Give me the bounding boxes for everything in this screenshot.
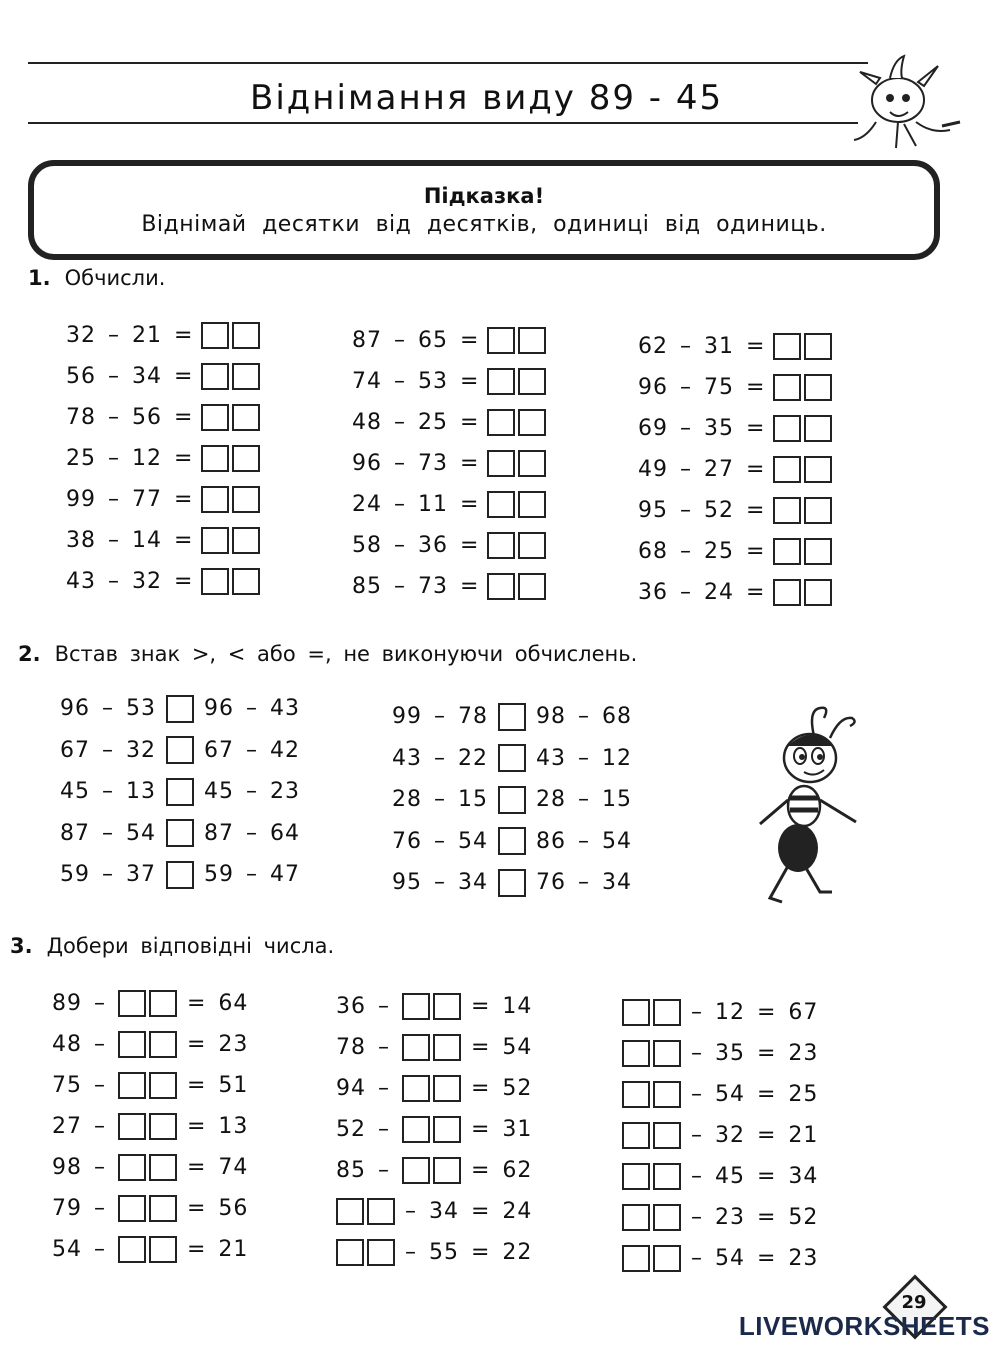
equation-row	[638, 326, 832, 367]
sign-box[interactable]	[498, 786, 526, 814]
equation-end: = 14	[471, 994, 533, 1019]
equation-start: 78 –	[336, 1035, 390, 1060]
equation-end: – 34 = 24	[405, 1199, 533, 1224]
digit-box-units[interactable]	[367, 1198, 395, 1225]
answer-box[interactable]	[487, 450, 546, 477]
digit-box-units[interactable]	[653, 999, 681, 1026]
right-expression: 98 – 68	[535, 704, 632, 730]
task-3-column-1	[52, 983, 248, 1270]
equation-end: – 54 = 25	[691, 1082, 819, 1107]
answer-box[interactable]	[336, 1198, 395, 1225]
equation-text: 49 – 27 =	[638, 457, 766, 482]
digit-box-tens[interactable]	[773, 415, 801, 442]
fill-in-row	[336, 1191, 532, 1232]
comparison-row	[60, 730, 300, 772]
equation-end: = 74	[187, 1155, 249, 1180]
sign-box[interactable]	[498, 703, 526, 731]
answer-box[interactable]	[201, 363, 260, 390]
equation-end: – 23 = 52	[691, 1205, 819, 1230]
equation-end: – 32 = 21	[691, 1123, 819, 1148]
digit-box-tens[interactable]	[773, 456, 801, 483]
answer-box[interactable]	[201, 404, 260, 431]
task-1-text: Обчисли.	[64, 266, 166, 290]
digit-box-units[interactable]	[232, 568, 260, 595]
answer-box[interactable]	[402, 1075, 461, 1102]
right-expression: 59 – 47	[203, 862, 300, 888]
digit-box-tens[interactable]	[118, 1154, 146, 1181]
answer-box[interactable]	[118, 1195, 177, 1222]
equation-row	[66, 479, 260, 520]
sign-box[interactable]	[498, 869, 526, 897]
digit-box-units[interactable]	[149, 1236, 177, 1263]
equation-end: = 51	[187, 1073, 249, 1098]
answer-box[interactable]	[487, 327, 546, 354]
digit-box-units[interactable]	[804, 456, 832, 483]
comparison-row	[392, 738, 632, 780]
equation-row	[638, 531, 832, 572]
digit-box-units[interactable]	[149, 990, 177, 1017]
fill-in-row	[622, 1156, 818, 1197]
equation-row	[66, 356, 260, 397]
digit-box-units[interactable]	[653, 1081, 681, 1108]
equation-text: 96 – 75 =	[638, 375, 766, 400]
digit-box-tens[interactable]	[118, 1072, 146, 1099]
equation-row	[66, 561, 260, 602]
digit-box-tens[interactable]	[118, 1031, 146, 1058]
equation-end: = 21	[187, 1237, 249, 1262]
digit-box-tens[interactable]	[201, 568, 229, 595]
digit-box-units[interactable]	[518, 409, 546, 436]
equation-text: 96 – 73 =	[352, 451, 480, 476]
answer-box[interactable]	[402, 1157, 461, 1184]
fill-in-row	[622, 1238, 818, 1279]
answer-box[interactable]	[201, 527, 260, 554]
equation-text: 74 – 53 =	[352, 369, 480, 394]
ant-illustration	[748, 696, 868, 911]
digit-box-units[interactable]	[518, 327, 546, 354]
digit-box-units[interactable]	[518, 450, 546, 477]
equation-text: 24 – 11 =	[352, 492, 480, 517]
fill-in-row	[336, 986, 532, 1027]
digit-box-tens[interactable]	[773, 497, 801, 524]
fill-in-row	[52, 1024, 248, 1065]
sign-box[interactable]	[166, 736, 194, 764]
equation-text: 68 – 25 =	[638, 539, 766, 564]
equation-row	[638, 408, 832, 449]
fill-in-row	[52, 1147, 248, 1188]
digit-box-units[interactable]	[149, 1113, 177, 1140]
page-title: Віднімання виду 89 - 45	[250, 78, 724, 118]
equation-start: 94 –	[336, 1076, 390, 1101]
digit-box-tens[interactable]	[118, 990, 146, 1017]
digit-box-units[interactable]	[653, 1122, 681, 1149]
equation-end: – 12 = 67	[691, 1000, 819, 1025]
right-expression: 86 – 54	[535, 828, 632, 854]
answer-box[interactable]	[622, 1163, 681, 1190]
sign-box[interactable]	[498, 827, 526, 855]
fill-in-row	[336, 1068, 532, 1109]
left-expression: 95 – 34	[392, 870, 488, 896]
digit-box-units[interactable]	[804, 333, 832, 360]
fill-in-row	[336, 1027, 532, 1068]
digit-box-units[interactable]	[232, 363, 260, 390]
fill-in-row	[52, 983, 248, 1024]
equation-end: = 13	[187, 1114, 249, 1139]
sign-box[interactable]	[498, 744, 526, 772]
equation-start: 48 –	[52, 1032, 106, 1057]
digit-box-tens[interactable]	[487, 573, 515, 600]
digit-box-tens[interactable]	[487, 532, 515, 559]
digit-box-units[interactable]	[149, 1031, 177, 1058]
digit-box-units[interactable]	[653, 1204, 681, 1231]
equation-row	[638, 572, 832, 613]
fill-in-row	[336, 1109, 532, 1150]
answer-box[interactable]	[622, 1122, 681, 1149]
digit-box-units[interactable]	[653, 1163, 681, 1190]
task-3-text: Добери відповідні числа.	[46, 934, 335, 958]
answer-box[interactable]	[402, 993, 461, 1020]
comparison-row	[392, 696, 632, 738]
sign-box[interactable]	[166, 695, 194, 723]
digit-box-tens[interactable]	[622, 1204, 650, 1231]
fill-in-row	[622, 1115, 818, 1156]
equation-end: = 31	[471, 1117, 533, 1142]
equation-end: = 23	[187, 1032, 249, 1057]
equation-end: – 54 = 23	[691, 1246, 819, 1271]
answer-box[interactable]	[487, 368, 546, 395]
digit-box-tens[interactable]	[118, 1195, 146, 1222]
equation-row	[352, 320, 546, 361]
digit-box-units[interactable]	[433, 1034, 461, 1061]
digit-box-units[interactable]	[232, 527, 260, 554]
fill-in-row	[622, 1033, 818, 1074]
digit-box-units[interactable]	[518, 532, 546, 559]
answer-box[interactable]	[773, 333, 832, 360]
answer-box[interactable]	[201, 322, 260, 349]
digit-box-tens[interactable]	[487, 409, 515, 436]
digit-box-tens[interactable]	[487, 450, 515, 477]
equation-end: – 45 = 34	[691, 1164, 819, 1189]
equation-row	[66, 520, 260, 561]
equation-text: 36 – 24 =	[638, 580, 766, 605]
left-expression: 67 – 32	[60, 737, 156, 763]
digit-box-tens[interactable]	[487, 491, 515, 518]
digit-box-tens[interactable]	[773, 579, 801, 606]
digit-box-units[interactable]	[518, 368, 546, 395]
answer-box[interactable]	[118, 1113, 177, 1140]
digit-box-tens[interactable]	[622, 1040, 650, 1067]
equation-end: = 56	[187, 1196, 249, 1221]
equation-text: 48 – 25 =	[352, 410, 480, 435]
answer-box[interactable]	[622, 1204, 681, 1231]
task-2-number: 2.	[18, 642, 41, 666]
digit-box-units[interactable]	[149, 1154, 177, 1181]
digit-box-tens[interactable]	[201, 322, 229, 349]
equation-start: 36 –	[336, 994, 390, 1019]
digit-box-units[interactable]	[232, 486, 260, 513]
equation-row	[352, 525, 546, 566]
digit-box-tens[interactable]	[201, 486, 229, 513]
digit-box-units[interactable]	[804, 497, 832, 524]
equation-row	[66, 438, 260, 479]
right-expression: 87 – 64	[203, 820, 300, 846]
answer-box[interactable]	[622, 1245, 681, 1272]
comparison-row	[392, 821, 632, 863]
equation-row	[352, 484, 546, 525]
digit-box-tens[interactable]	[402, 993, 430, 1020]
digit-box-units[interactable]	[149, 1072, 177, 1099]
equation-text: 25 – 12 =	[66, 446, 194, 471]
answer-box[interactable]	[773, 456, 832, 483]
right-expression: 96 – 43	[203, 696, 300, 722]
digit-box-units[interactable]	[653, 1040, 681, 1067]
answer-box[interactable]	[402, 1116, 461, 1143]
task-1-heading	[28, 266, 165, 290]
fill-in-row	[336, 1232, 532, 1273]
digit-box-units[interactable]	[433, 1116, 461, 1143]
equation-end: = 62	[471, 1158, 533, 1183]
page-number: 29	[901, 1292, 927, 1313]
equation-row	[352, 402, 546, 443]
digit-box-tens[interactable]	[622, 999, 650, 1026]
equation-row	[352, 566, 546, 607]
answer-box[interactable]	[773, 579, 832, 606]
digit-box-tens[interactable]	[201, 527, 229, 554]
digit-box-tens[interactable]	[336, 1239, 364, 1266]
answer-box[interactable]	[201, 568, 260, 595]
answer-box[interactable]	[487, 573, 546, 600]
digit-box-tens[interactable]	[201, 363, 229, 390]
equation-end: – 35 = 23	[691, 1041, 819, 1066]
answer-box[interactable]	[201, 445, 260, 472]
equation-start: 89 –	[52, 991, 106, 1016]
fill-in-row	[52, 1229, 248, 1270]
digit-box-units[interactable]	[433, 1075, 461, 1102]
equation-start: 54 –	[52, 1237, 106, 1262]
comparison-row	[392, 779, 632, 821]
equation-text: 32 – 21 =	[66, 323, 194, 348]
task-1-column-2	[352, 320, 546, 607]
left-expression: 87 – 54	[60, 820, 156, 846]
equation-text: 58 – 36 =	[352, 533, 480, 558]
task-3-number: 3.	[10, 934, 33, 958]
task-1-column-3	[638, 326, 832, 613]
right-expression: 45 – 23	[203, 779, 300, 805]
answer-box[interactable]	[487, 491, 546, 518]
equation-start: 98 –	[52, 1155, 106, 1180]
task-2-column-1	[60, 688, 300, 896]
equation-start: 27 –	[52, 1114, 106, 1139]
digit-box-tens[interactable]	[402, 1034, 430, 1061]
left-expression: 96 – 53	[60, 696, 156, 722]
digit-box-tens[interactable]	[622, 1163, 650, 1190]
task-3-column-2	[336, 986, 532, 1273]
equation-end: = 52	[471, 1076, 533, 1101]
answer-box[interactable]	[118, 990, 177, 1017]
answer-box[interactable]	[773, 415, 832, 442]
task-1-number: 1.	[28, 266, 51, 290]
digit-box-units[interactable]	[653, 1245, 681, 1272]
equation-text: 95 – 52 =	[638, 498, 766, 523]
comparison-row	[392, 862, 632, 904]
right-expression: 43 – 12	[535, 745, 632, 771]
equation-text: 99 – 77 =	[66, 487, 194, 512]
sign-box[interactable]	[166, 861, 194, 889]
digit-box-tens[interactable]	[201, 445, 229, 472]
equation-text: 62 – 31 =	[638, 334, 766, 359]
left-expression: 28 – 15	[392, 787, 488, 813]
digit-box-units[interactable]	[232, 404, 260, 431]
digit-box-tens[interactable]	[622, 1245, 650, 1272]
task-3-heading	[10, 934, 334, 958]
equation-row	[66, 397, 260, 438]
equation-text: 69 – 35 =	[638, 416, 766, 441]
digit-box-tens[interactable]	[336, 1198, 364, 1225]
digit-box-tens[interactable]	[773, 333, 801, 360]
equation-row	[352, 443, 546, 484]
equation-row	[66, 315, 260, 356]
digit-box-units[interactable]	[804, 579, 832, 606]
digit-box-tens[interactable]	[402, 1075, 430, 1102]
hint-text: Віднімай десятки від десятків, одиниці від одиниць.	[141, 212, 827, 237]
equation-start: 52 –	[336, 1117, 390, 1142]
answer-box[interactable]	[336, 1239, 395, 1266]
equation-text: 38 – 14 =	[66, 528, 194, 553]
left-expression: 45 – 13	[60, 779, 156, 805]
comparison-row	[60, 813, 300, 855]
equation-end: – 55 = 22	[405, 1240, 533, 1265]
equation-row	[352, 361, 546, 402]
left-expression: 59 – 37	[60, 862, 156, 888]
answer-box[interactable]	[487, 532, 546, 559]
digit-box-units[interactable]	[367, 1239, 395, 1266]
hint-box	[28, 160, 940, 260]
equation-text: 43 – 32 =	[66, 569, 194, 594]
answer-box[interactable]	[487, 409, 546, 436]
answer-box[interactable]	[622, 999, 681, 1026]
task-2-heading	[18, 642, 637, 666]
answer-box[interactable]	[622, 1040, 681, 1067]
task-2-text: Встав знак >, < або =, не виконуючи обчислень.	[54, 642, 638, 666]
answer-box[interactable]	[402, 1034, 461, 1061]
digit-box-tens[interactable]	[487, 368, 515, 395]
task-2-column-2	[392, 696, 632, 904]
left-expression: 43 – 22	[392, 745, 488, 771]
fill-in-row	[52, 1188, 248, 1229]
fill-in-row	[622, 1074, 818, 1115]
answer-box[interactable]	[622, 1081, 681, 1108]
equation-end: = 64	[187, 991, 249, 1016]
comparison-row	[60, 854, 300, 896]
answer-box[interactable]	[118, 1031, 177, 1058]
answer-box[interactable]	[201, 486, 260, 513]
hint-title: Підказка!	[423, 184, 545, 208]
equation-row	[638, 367, 832, 408]
digit-box-tens[interactable]	[622, 1122, 650, 1149]
right-expression: 28 – 15	[535, 787, 632, 813]
equation-text: 87 – 65 =	[352, 328, 480, 353]
digit-box-tens[interactable]	[487, 327, 515, 354]
comparison-row	[60, 771, 300, 813]
goat-illustration	[846, 42, 966, 157]
answer-box[interactable]	[118, 1072, 177, 1099]
digit-box-tens[interactable]	[402, 1116, 430, 1143]
digit-box-tens[interactable]	[118, 1236, 146, 1263]
digit-box-units[interactable]	[232, 445, 260, 472]
digit-box-units[interactable]	[149, 1195, 177, 1222]
fill-in-row	[622, 1197, 818, 1238]
digit-box-units[interactable]	[433, 993, 461, 1020]
equation-end: = 54	[471, 1035, 533, 1060]
sign-box[interactable]	[166, 778, 194, 806]
digit-box-tens[interactable]	[118, 1113, 146, 1140]
fill-in-row	[52, 1106, 248, 1147]
brand-logo: LIVEWORKSHEETS	[738, 1311, 990, 1341]
digit-box-tens[interactable]	[402, 1157, 430, 1184]
top-rule	[28, 62, 868, 64]
digit-box-units[interactable]	[433, 1157, 461, 1184]
sign-box[interactable]	[166, 819, 194, 847]
answer-box[interactable]	[118, 1154, 177, 1181]
left-expression: 76 – 54	[392, 828, 488, 854]
equation-start: 85 –	[336, 1158, 390, 1183]
answer-box[interactable]	[118, 1236, 177, 1263]
task-1-column-1	[66, 315, 260, 602]
right-expression: 76 – 34	[535, 870, 632, 896]
left-expression: 99 – 78	[392, 704, 488, 730]
fill-in-row	[52, 1065, 248, 1106]
digit-box-units[interactable]	[518, 573, 546, 600]
equation-start: 79 –	[52, 1196, 106, 1221]
answer-box[interactable]	[773, 538, 832, 565]
equation-text: 56 – 34 =	[66, 364, 194, 389]
digit-box-units[interactable]	[804, 374, 832, 401]
digit-box-tens[interactable]	[201, 404, 229, 431]
digit-box-tens[interactable]	[622, 1081, 650, 1108]
equation-row	[638, 449, 832, 490]
equation-text: 85 – 73 =	[352, 574, 480, 599]
right-expression: 67 – 42	[203, 737, 300, 763]
comparison-row	[60, 688, 300, 730]
digit-box-units[interactable]	[804, 415, 832, 442]
equation-start: 75 –	[52, 1073, 106, 1098]
digit-box-tens[interactable]	[773, 538, 801, 565]
equation-text: 78 – 56 =	[66, 405, 194, 430]
answer-box[interactable]	[773, 497, 832, 524]
digit-box-units[interactable]	[232, 322, 260, 349]
equation-row	[638, 490, 832, 531]
fill-in-row	[336, 1150, 532, 1191]
digit-box-tens[interactable]	[773, 374, 801, 401]
digit-box-units[interactable]	[804, 538, 832, 565]
answer-box[interactable]	[773, 374, 832, 401]
task-3-column-3	[622, 992, 818, 1279]
digit-box-units[interactable]	[518, 491, 546, 518]
fill-in-row	[622, 992, 818, 1033]
bottom-rule	[28, 122, 858, 124]
